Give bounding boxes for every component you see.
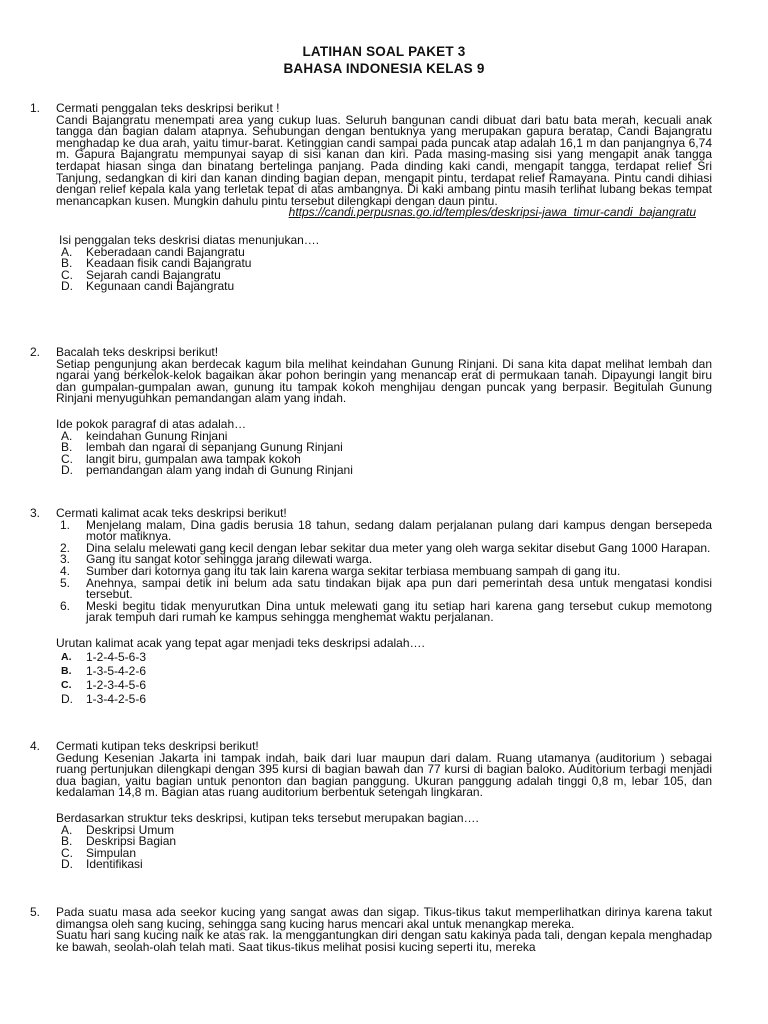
option-list	[56, 428, 712, 478]
question-number: 2.	[30, 345, 41, 359]
option-list	[56, 244, 712, 294]
question-4	[30, 739, 712, 872]
question-intro: Cermati penggalan teks deskripsi berikut !	[56, 101, 280, 115]
question-3	[30, 506, 712, 706]
question-number: 3.	[30, 506, 41, 520]
option-c[interactable]: C. 1-2-3-4-5-6	[61, 677, 147, 692]
passage-continued: Suatu hari sang kucing naik ke atas rak. Ia menggantungkan diri dengan satu kakinya pada tali, dengan kepala menghadap ke bawah, seolah-olah telah mati. Saat tikus-tikus melihat posisi kucing seperti itu, mereka	[56, 928, 712, 954]
option-list	[56, 650, 712, 706]
question-intro: Cermati kalimat acak teks deskripsi berikut!	[56, 506, 287, 520]
question-text: Ide pokok paragraf di atas adalah…	[56, 416, 247, 431]
question-intro: Cermati kutipan teks deskripsi berikut!	[56, 739, 259, 753]
passage: Setiap pengunjung akan berdecak kagum bila melihat keindahan Gunung Rinjani. Di sana kita dapat melihat lembah dan ngarai yang berkelok-kelok bagaikan akar pohon beringin yang menancap erat di permukaan tanah. Dipayungi langit biru dan gumpalan-gumpalan awan, gunung itu tampak kokoh menghijau dengan puncak yang berpasir. Begitulah Gunung Rinjani menyuguhkan pemandangan alam yang indah.	[56, 356, 712, 406]
option-a[interactable]: A. 1-2-4-5-6-3	[61, 649, 147, 664]
option-d[interactable]: D. Kegunaan candi Bajangratu	[61, 279, 235, 294]
sentence-item: 1. Menjelang malam, Dina gadis berusia 18 tahun, sedang dalam perjalanan pulang dari kampus dengan bersepeda motor matiknya.	[60, 517, 712, 544]
document-subtitle: BAHASA INDONESIA KELAS 9	[283, 61, 485, 76]
option-b[interactable]: B. Deskripsi Bagian	[61, 834, 177, 849]
question-text: Berdasarkan struktur teks deskripsi, kutipan teks tersebut merupakan bagian….	[56, 810, 479, 825]
option-a[interactable]: A. keindahan Gunung Rinjani	[61, 428, 228, 443]
sentence-item: 6. Meski begitu tidak menyurutkan Dina untuk melewati gang itu setiap hari karena gang tersebut cukup memotong jarak tempuh dari rumah ke kampus sehingga menghemat waktu perjalanan.	[60, 598, 712, 625]
question-5	[30, 905, 712, 954]
question-1	[30, 101, 712, 294]
option-d[interactable]: D. pemandangan alam yang indah di Gunung Rinjani	[61, 463, 353, 478]
option-c[interactable]: C. Sejarah candi Bajangratu	[61, 267, 221, 282]
question-number: 5.	[30, 905, 41, 919]
question-number: 4.	[30, 739, 41, 753]
question-2	[30, 345, 712, 478]
sentence-item: 5. Anehnya, sampai detik ini belum ada satu tindakan bijak apa pun dari pemerintah desa untuk mengatasi kondisi tersebut.	[60, 575, 712, 602]
passage: Gedung Kesenian Jakarta ini tampak indah, baik dari luar maupun dari dalam. Ruang utamanya (auditorium ) sebagai ruang pertunjukan dilengkapi dengan 395 kursi di bagian bawah dan 77 kursi di bagian baloko. Auditorium terbagi menjadi dua bagian, yaitu bagian untuk penonton dan bagian panggung. Ukuran panggung adalah tinggi 0,8 m, lebar 105, dan kedalaman 14,8 m. Bagian atas ruang auditorium berbentuk setengah lingkaran.	[56, 750, 712, 800]
option-a[interactable]: A. Deskripsi Umum	[61, 822, 175, 837]
question-text: Isi penggalan teks deskrisi diatas menunjukan….	[59, 232, 320, 247]
question-text: Urutan kalimat acak yang tepat agar menjadi teks deskripsi adalah….	[56, 635, 425, 650]
source-link[interactable]: https://candi.perpusnas.go.id/temples/deskripsi-jawa_timur-candi_bajangratu	[288, 205, 696, 220]
sentence-list	[56, 517, 712, 625]
option-c[interactable]: C. langit biru, gumpalan awa tampak kokoh	[61, 451, 301, 466]
option-d[interactable]: D. Identifikasi	[61, 857, 143, 872]
question-intro: Bacalah teks deskripsi berikut!	[56, 345, 219, 359]
sentence-item: 2. Dina selalu melewati gang kecil dengan lebar sekitar dua meter yang oleh warga sekitar disebut Gang 1000 Harapan.	[60, 540, 711, 555]
option-b[interactable]: B. Keadaan fisik candi Bajangratu	[61, 256, 252, 271]
option-list	[56, 822, 712, 872]
sentence-item: 3. Gang itu sangat kotor sehingga jarang dilewati warga.	[60, 552, 373, 567]
passage: Candi Bajangratu menempati area yang cukup luas. Seluruh bangunan candi dibuat dari batu bata merah, kecuali anak tangga dan bagian dalam atapnya. Sehubungan dengan bentuknya yang merupakan gapura beratap, Candi Bajangratu menghadap ke dua arah, yaitu timur-barat. Ketinggian candi sampai pada puncak atap adalah 16,1 m dan panjangnya 6,74 m. Gapura Bajangratu mempunyai sayap di sisi kanan dan kiri. Pada masing-masing sisi yang mengapit anak tangga terdapat hiasan singa dan binatang bertelinga panjang. Pada dinding kaki candi, mengapit tangga, terdapat relief Sri Tanjung, sedangkan di kiri dan kanan dinding bagian depan, mengapit pintu, terdapat relief Ramayana. Pintu candi dihiasi dengan relief kepala kala yang terletak tepat di atas ambangnya. Di kaki ambang pintu masih terlihat lubang bekas tempat menancapkan kusen. Mungkin dahulu pintu tersebut dilengkapi dengan daun pintu.	[56, 112, 712, 208]
option-c[interactable]: C. Simpulan	[61, 845, 137, 860]
option-b[interactable]: B. lembah dan ngarai di sepanjang Gunung Rinjani	[61, 440, 343, 455]
option-d[interactable]: D. 1-3-4-2-5-6	[61, 691, 147, 706]
option-a[interactable]: A. Keberadaan candi Bajangratu	[61, 244, 245, 259]
question-number: 1.	[30, 101, 41, 115]
option-b[interactable]: B. 1-3-5-4-2-6	[61, 663, 147, 678]
sentence-item: 4. Sumber dari kotornya gang itu tak lain karena warga sekitar terbiasa membuang sampah di gang itu.	[60, 563, 621, 578]
passage: Pada suatu masa ada seekor kucing yang sangat awas dan sigap. Tikus-tikus takut memperlihatkan dirinya karena takut dimangsa oleh sang kucing, sehingga sang kucing harus mencari akal untuk menangkap mereka.	[56, 905, 712, 931]
document-title: LATIHAN SOAL PAKET 3	[302, 44, 466, 59]
